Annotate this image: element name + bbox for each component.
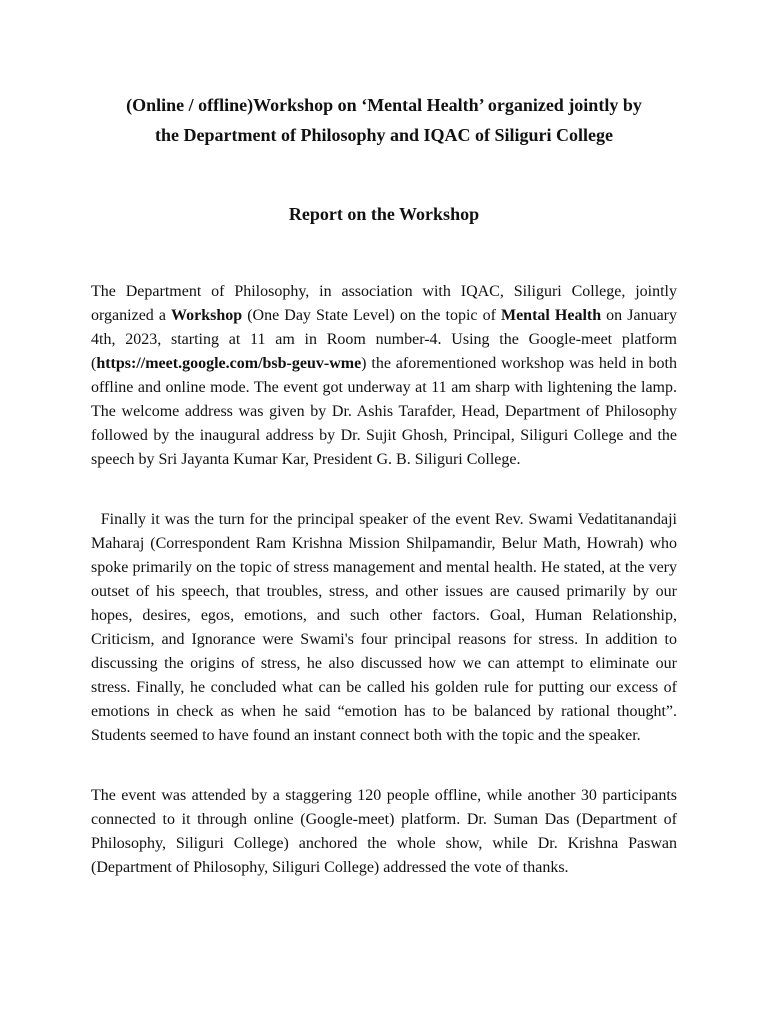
p1-bold-meet-link: https://meet.google.com/bsb-geuv-wme	[96, 355, 362, 372]
title-line-2: the Department of Philosophy and IQAC of Siliguri College	[154, 125, 613, 145]
p1-text-1: The Department of Philosophy, in association with IQAC, Siliguri College, jointly organized a	[91, 283, 677, 324]
paragraph-principal-speaker	[91, 508, 677, 748]
report-subtitle: Report on the Workshop	[288, 204, 480, 224]
p1-text-3: on January 4th, 2023, starting at 11 am in Room number-4. Using the Google-meet platform (	[91, 307, 678, 372]
p1-text-4: ) the aforementioned workshop was held in both offline and online mode. The event got underway at 11 am sharp with lightening the lamp. The welcome address was given by Dr. Ashis Tarafder, Head, Department of Philosophy followed by the inaugural address by Dr. Sujit Ghosh, Principal, Siliguri College and the speech by Sri Jayanta Kumar Kar, President G. B. Siliguri College.	[91, 355, 677, 468]
title-line-1: (Online / offline)Workshop on ‘Mental Health’ organized jointly by	[126, 95, 642, 115]
p2-text: Finally it was the turn for the principal speaker of the event Rev. Swami Vedatitanandaji Maharaj (Correspondent Ram Krishna Mission Shilpamandir, Belur Math, Howrah) who spoke primarily on the topic of stress management and mental health. He stated, at the very outset of his speech, that troubles, stress, and other issues are caused primarily by our hopes, desires, egos, emotions, and such other factors. Goal, Human Relationship, Criticism, and Ignorance were Swami's four principal reasons for stress. In addition to discussing the origins of stress, he also discussed how we can attempt to eliminate our stress. Finally, he concluded what can be called his golden rule for putting our excess of emotions in check as when he said “emotion has to be balanced by rational thought”. Students seemed to have found an instant connect both with the topic and the speaker.	[91, 511, 677, 744]
p1-text-2: (One Day State Level) on the topic of	[242, 307, 501, 324]
paragraph-introduction	[91, 280, 677, 472]
paragraph-attendance: The event was attended by a staggering 120 people offline, while another 30 participants connected to it through online (Google-meet) platform. Dr. Suman Das (Department of Philosophy, Siliguri College) anchored the whole show, while Dr. Krishna Paswan (Department of Philosophy, Siliguri College) addressed the vote of thanks.	[91, 787, 677, 876]
document-title	[60, 90, 708, 150]
p1-bold-mental-health: Mental Health	[500, 307, 602, 324]
p1-bold-workshop: Workshop	[171, 307, 243, 324]
